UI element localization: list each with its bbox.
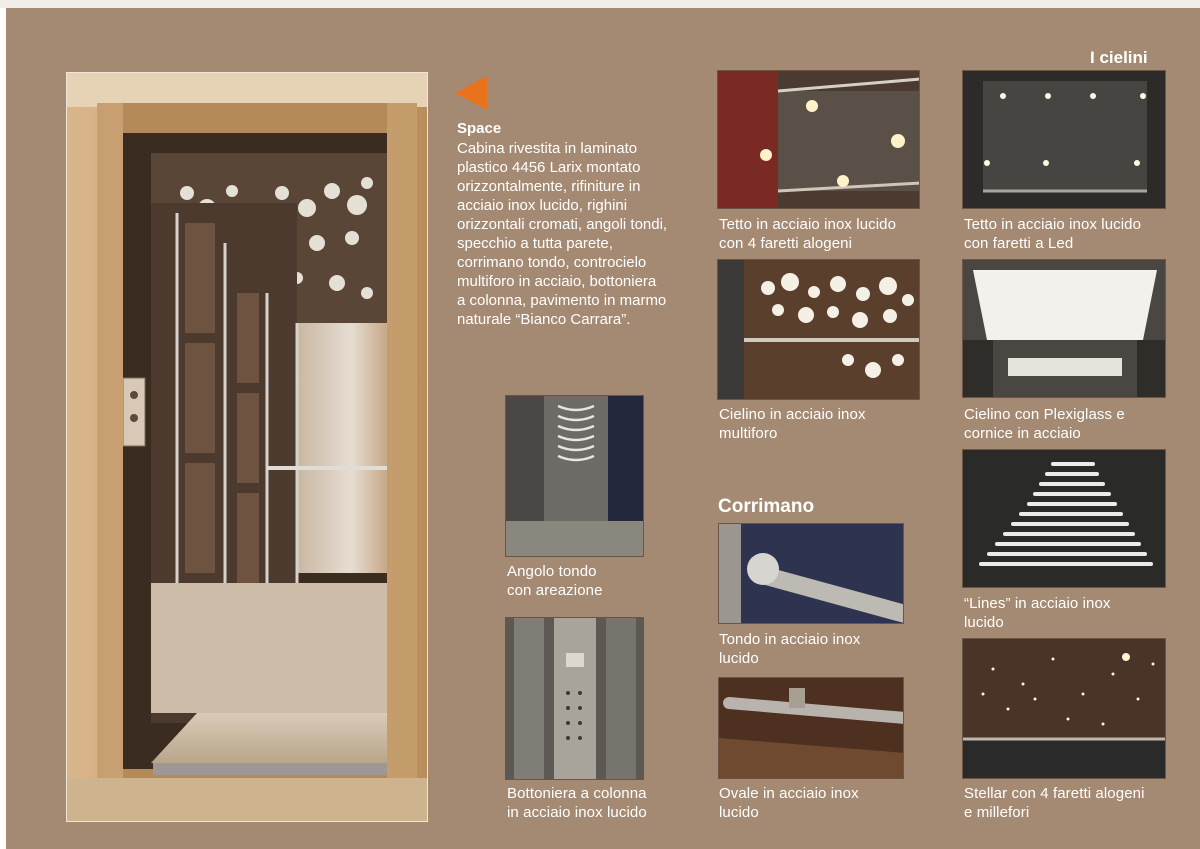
stellar-illustration [963,639,1166,779]
main-elevator-photo [66,72,428,822]
elevator-cabin-illustration [67,73,427,821]
caption-line: lucido [719,650,759,667]
tondo-caption [719,630,860,668]
angolo-tondo-photo [505,395,644,557]
space-title: Space [457,120,502,137]
ovale-caption [719,784,859,822]
angolo-illustration [506,396,644,557]
section-title: I cielini [1090,48,1148,67]
caption-line: multiforo [719,425,778,442]
desc-line: orizzontalmente, rifiniture in [457,178,641,195]
cielino-multiforo-caption [719,405,866,443]
desc-line: orizzontali cromati, angoli tondi, [457,216,668,233]
caption-line: e millefori [964,804,1030,821]
desc-line: corrimano tondo, controcielo [457,254,647,271]
caption-line: Angolo tondo [507,563,597,580]
ovale-photo [718,677,904,779]
desc-line: multiforo in acciaio, bottoniera [457,273,657,290]
caption-line: “Lines” in acciaio inox [964,595,1111,612]
tondo-photo [718,523,904,624]
lines-caption [964,594,1111,632]
caption-line: lucido [719,804,759,821]
plexiglass-caption [964,405,1125,443]
caption-line: in acciaio inox lucido [507,804,647,821]
tetto-led-illustration [963,71,1166,209]
space-description [457,139,667,329]
caption-line: Tetto in acciaio inox lucido [964,216,1142,233]
tetto-led-caption [964,215,1141,253]
desc-line: plastico 4456 Larix montato [457,159,641,176]
caption-line: cornice in acciaio [964,425,1081,442]
desc-line: Cabina rivestita in laminato [457,140,638,157]
desc-line: naturale “Bianco Carrara”. [457,311,631,328]
desc-line: specchio a tutta parete, [457,235,613,252]
angolo-caption [507,562,603,600]
plexiglass-photo [962,259,1166,398]
caption-line: Bottoniera a colonna [507,785,647,802]
caption-line: Tetto in acciaio inox lucido [719,216,897,233]
caption-line: Tondo in acciaio inox [719,631,861,648]
caption-line: con areazione [507,582,603,599]
caption-line: Stellar con 4 faretti alogeni [964,785,1145,802]
stellar-caption [964,784,1145,822]
desc-line: a colonna, pavimento in marmo [457,292,667,309]
caption-line: con 4 faretti alogeni [719,235,853,252]
stellar-photo [962,638,1166,779]
bottoniera-illustration [506,618,644,780]
caption-line: Ovale in acciaio inox [719,785,859,802]
caption-line: Cielino con Plexiglass e [964,406,1125,423]
lines-illustration [963,450,1166,588]
caption-line: lucido [964,614,1004,631]
tetto-alogeni-illustration [718,71,920,209]
tetto-alogeni-caption [719,215,896,253]
cielino-multiforo-photo [717,259,920,400]
caption-line: con faretti a Led [964,235,1074,252]
ovale-illustration [719,678,904,779]
plexiglass-illustration [963,260,1166,398]
lines-photo [962,449,1166,588]
desc-line: acciaio inox lucido, righini [457,197,628,214]
tetto-led-photo [962,70,1166,209]
tondo-illustration [719,524,904,624]
bottoniera-photo [505,617,644,780]
page-top-edge [0,0,1200,8]
triangle-arrow-icon [455,76,489,110]
tetto-alogeni-photo [717,70,920,209]
caption-line: Cielino in acciaio inox [719,406,866,423]
corrimano-title: Corrimano [718,496,815,517]
cielino-multiforo-illustration [718,260,920,400]
bottoniera-caption [507,784,647,822]
